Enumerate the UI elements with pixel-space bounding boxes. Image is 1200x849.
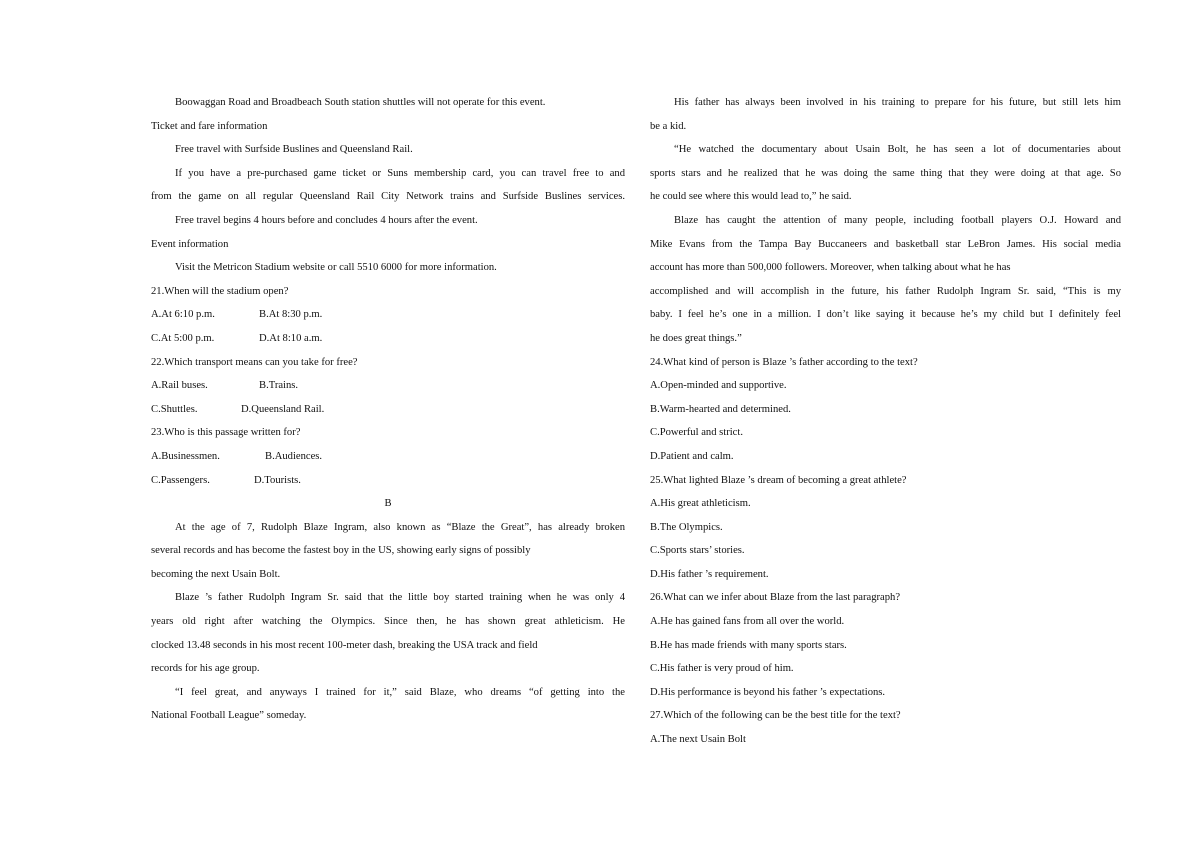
q22-option-a: A.Rail buses. [151,380,208,392]
q27-option-a: A.The next Usain Bolt [650,734,746,746]
father-line-4: records for his age group. [151,663,260,675]
section-b-heading: B [384,498,392,510]
father-line-3: clocked 13.48 seconds in his most recent 100-meter dash, breaking the USA track and field [151,639,538,651]
event-info-heading: Event information [151,238,229,250]
documentary-line-2: sports stars and he realized that he was doing the same thing that they were doing at that age. So [650,167,1121,179]
q22-option-b: B.Trains. [259,380,299,392]
q22-option-d: D.Queensland Rail. [241,403,325,415]
question-24: 24.What kind of person is Blaze ’s father according to the text? [650,356,918,368]
question-25: 25.What lighted Blaze ’s dream of becoming a great athlete? [650,474,907,486]
visit-website-line: Visit the Metricon Stadium website or call 5510 6000 for more information. [175,262,497,274]
free-travel-line: Free travel with Surfside Buslines and Queensland Rail. [175,144,413,156]
q21-options-row-2 [151,327,625,351]
question-21: 21.When will the stadium open? [151,285,289,297]
attention-line-1: Blaze has caught the attention of many people, including football players O.J. Howard and [674,214,1121,226]
father-line-2: years old right after watching the Olympics. Since then, he has shown great athleticism. He [151,616,625,628]
left-column [151,91,625,728]
question-27: 27.Which of the following can be the best title for the text? [650,710,901,722]
q23-option-c: C.Passengers. [151,474,210,486]
feel-great-line-1: “I feel great, and anyways I trained for it,” said Blaze, who dreams “of getting into the [175,686,625,698]
shuttle-notice: Boowaggan Road and Broadbeach South station shuttles will not operate for this event. [175,97,546,108]
q22-options-row-1 [151,374,625,398]
q22-option-c: C.Shuttles. [151,403,198,415]
age7-line-1: At the age of 7, Rudolph Blaze Ingram, also known as “Blaze the Great”, has already broken [175,521,625,533]
q25-option-b: B.The Olympics. [650,521,723,533]
attention-line-4: accomplished and will accomplish in the future, his father Rudolph Ingram Sr. said, “This is my [650,285,1121,297]
q26-option-b: B.He has made friends with many sports stars. [650,639,847,651]
q22-options-row-2 [151,398,625,422]
documentary-line-1: “He watched the documentary about Usain Bolt, he has seen a lot of documentaries about [674,144,1121,156]
q24-option-c: C.Powerful and strict. [650,427,743,439]
q24-option-a: A.Open-minded and supportive. [650,380,787,392]
involved-line-1: His father has always been involved in his training to prepare for his future, but still lets him [674,97,1121,108]
q25-option-a: A.His great athleticism. [650,498,751,510]
q25-option-d: D.His father ’s requirement. [650,568,769,580]
q23-options-row-1 [151,445,625,469]
q21-option-d: D.At 8:10 a.m. [259,332,323,344]
ticket-fare-heading: Ticket and fare information [151,120,268,132]
q23-options-row-2 [151,469,625,493]
q23-option-a: A.Businessmen. [151,450,220,462]
q26-option-d: D.His performance is beyond his father ’s expectations. [650,686,886,698]
prepurchased-line-1: If you have a pre-purchased game ticket or Suns membership card, you can travel free to and [175,167,625,179]
feel-great-line-2: National Football League” someday. [151,710,307,722]
q21-option-a: A.At 6:10 p.m. [151,309,215,321]
q23-option-d: D.Tourists. [254,474,301,486]
question-26: 26.What can we infer about Blaze from the last paragraph? [650,592,901,604]
prepurchased-line-2: from the game on all regular Queensland Rail City Network trains and Surfside Buslines services. [151,191,625,203]
free-travel-begins-line: Free travel begins 4 hours before and concludes 4 hours after the event. [175,214,478,226]
q23-option-b: B.Audiences. [265,450,323,462]
q21-option-b: B.At 8:30 p.m. [259,309,323,321]
father-line-1: Blaze ’s father Rudolph Ingram Sr. said that the little boy started training when he was only 4 [175,592,625,604]
q21-options-row-1 [151,303,625,327]
question-23: 23.Who is this passage written for? [151,427,301,439]
age7-line-2: several records and has become the fastest boy in the US, showing early signs of possibly [151,545,531,557]
attention-line-5: baby. I feel he’s one in a million. I don’t like saying it because he’s my child but I definitely feel [650,309,1121,321]
q24-option-b: B.Warm-hearted and determined. [650,403,791,415]
q25-option-c: C.Sports stars’ stories. [650,545,745,557]
involved-line-2: be a kid. [650,120,687,132]
documentary-line-3: he could see where this would lead to,” he said. [650,191,852,203]
q26-option-c: C.His father is very proud of him. [650,663,794,675]
q26-option-a: A.He has gained fans from all over the world. [650,616,845,628]
q21-option-c: C.At 5:00 p.m. [151,332,215,344]
attention-line-6: he does great things.” [650,332,742,344]
question-22: 22.Which transport means can you take for free? [151,356,358,368]
age7-line-3: becoming the next Usain Bolt. [151,568,281,580]
q24-option-d: D.Patient and calm. [650,450,734,462]
right-column [650,91,1121,752]
attention-line-2: Mike Evans from the Tampa Bay Buccaneers and basketball star LeBron James. His social media [650,238,1121,250]
attention-line-3: account has more than 500,000 followers. Moreover, when talking about what he has [650,262,1011,274]
